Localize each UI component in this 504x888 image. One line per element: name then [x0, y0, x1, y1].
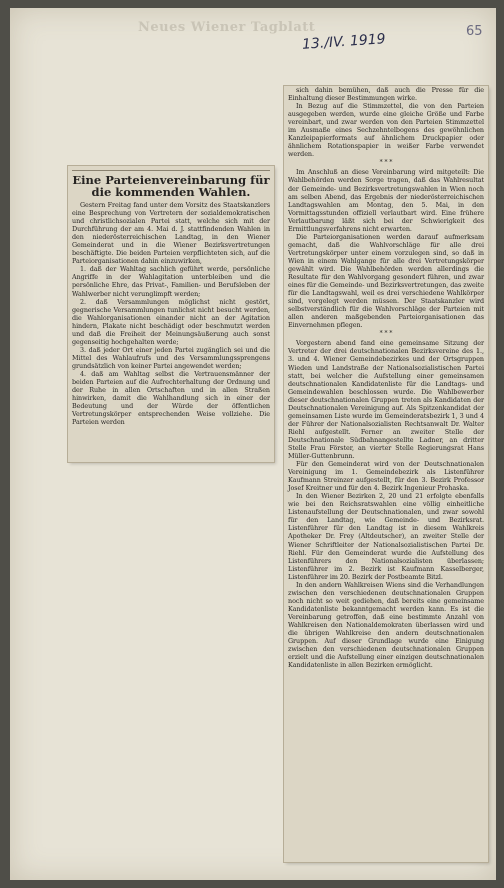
- article-paragraph: 3. daß jeder Ort einer jeden Partei zugänglich sei und die Mittel des Wahlaufrufs und des Versammlungssprengens grundsätzlich von keiner Partei angewendet werden;: [72, 345, 270, 370]
- article-paragraph: Gestern Freitag fand unter dem Vorsitz des Staatskanzlers eine Besprechung von Vertretern der sozialdemokratischen und christlichsozialen Partei statt, welche sich mit der Durchführung der am 4. Mai d. J. stattfindenden Wahlen in den niederösterreichischen Landtag, in den Wiener Gemeinderat und in die Wiener Bezirksvertretungen beschäftigte. Die beiden Parteien verpflichteten sich, auf die Parteiorganisationen dahin einzuwirken,: [72, 201, 270, 266]
- article-paragraph: In den andern Wahlkreisen Wiens sind die Verhandlungen zwischen den verschiedenen deutschnationalen Gruppen noch nicht so weit gediehen, daß bereits eine gemeinsame Kandidatenliste bekanntgemacht werden kann. Es ist die Vereinbarung getroffen, daß eine bestimmte Anzahl von Wahlkreisen den Nationaldemokraten überlassen wird und die übrigen Wahlkreise den andern deutschnationalen Gruppen. Auf dieser Grundlage wurde eine Einigung zwischen den verschiedenen deutschnationalen Gruppen erzielt und die Aufstellung einer einzigen deutschnationalen Kandidatenliste in allen Bezirken ermöglicht.: [288, 580, 484, 670]
- archive-sheet: [10, 8, 496, 880]
- clipping-right-column: [284, 86, 488, 862]
- article-paragraph: sich dahin bemühen, daß auch die Presse für die Einhaltung dieser Bestimmungen wirke.: [288, 86, 484, 103]
- page-number: 65: [466, 24, 483, 39]
- article-paragraph: Für den Gemeinderat wird von der Deutschnationalen Vereinigung im 1. Gemeindebezirk als Listenführer Kaufmann Streinzer aufgestellt, für den 3. Bezirk Professor Josef Kreitner und für den 4. Bezirk Ingenieur Prohaska.: [288, 460, 484, 493]
- article-paragraph: In den Wiener Bezirken 2, 20 und 21 erfolgte ebenfalls wie bei den Reichsratswahlen eine völlig einheitliche Listenaufstellung der Deutschnationalen, und zwar sowohl für den Landtag, wie Gemeinde- und Bezirksrat. Listenführer für den Landtag ist in diesem Wahlkreis Apotheker Dr. Frey (Altdeutscher), an zweiter Stelle der Wiener Schriftleiter der Nationalsozialistischen Partei Dr. Riehl. Für den Gemeinderat wurde die Aufstellung des Listenführers den Nationalsozialisten überlassen; Listenführer im 2. Bezirk ist Kaufmann Kasselberger, Listenführer im 20. Bezirk der Postbeamte Bitzl.: [288, 492, 484, 581]
- section-separator: * * *: [379, 159, 393, 167]
- article-paragraph: 1. daß der Wahltag sachlich geführt werde, persönliche Angriffe in der Wahlagitation unterbleiben und die persönliche Ehre, das Privat-, Familien- und Berufsleben der Wahlwerber nicht verunglimpft werden;: [72, 265, 270, 298]
- article-paragraph: Die Parteiorganisationen werden darauf aufmerksam gemacht, daß die Wahlvorschläge für alle drei Vertretungskörper unter einem vorzulegen sind, so daß in Wien in einem Wahlgange für alle drei Vertretungskörper gewählt wird. Die Wahlbehörden werden allerdings die Resultate für den Wahlvorgang gesondert führen, und zwar eines für die Gemeinde- und Bezirksvertretungen, das zweite für die Landtagswahl, weil es drei verschiedene Wahlkörper sind, vorgelegt werden müssen. Der Staatskanzler wird selbstverständlich für die Wahlvorschläge der Parteien mit allen anderen maßgebenden Parteiorganisationen das Einvernehmen pflegen.: [288, 232, 484, 330]
- clipping-left-column: [68, 166, 274, 462]
- article-paragraph: 2. daß Versammlungen möglichst nicht gestört, gegnerische Versammlungen tunlichst nicht besucht werden, die Wahlorganisationen einander nicht an der Agitation hindern, Plakate nicht beschädigt oder beschmutzt werden und daß die Freiheit der Meinungsäußerung auch sonst gegenseitig hochgehalten werde;: [72, 297, 270, 346]
- section-separator: * * *: [379, 330, 393, 338]
- article-title: Eine Parteienvereinbarung für die kommenden Wahlen.: [72, 170, 270, 198]
- handwritten-date: 13./IV. 1919: [301, 31, 387, 53]
- article-paragraph: Im Anschluß an diese Vereinbarung wird mitgeteilt: Die Wahlbehörden werden Sorge tragen, daß das Wahlresultat der Gemeinde- und Bezirksvertretungswahlen in Wien noch am selben Abend, das Ergebnis der niederösterreichischen Landtagswahlen am Montag, den 5. Mai, in den Vormittagsstunden offiziell verlautbart wird. Eine frühere Verlautbarung läßt sich bei der Schwierigkeit des Ermittlungsverfahrens nicht erwarten.: [288, 168, 484, 233]
- newspaper-masthead: Neues Wiener Tagblatt: [138, 20, 316, 35]
- article-paragraph: 4. daß am Wahltag selbst die Vertrauensmänner der beiden Parteien auf die Aufrechterhaltung der Ordnung und der Ruhe in allen Ortschaften und in allen Straßen hinwirken, damit die Wahlhandlung sich in einer der Bedeutung und der Würde der öffentlichen Vertretungskörper entsprechenden Weise vollziehe. Die Parteien werden: [72, 369, 270, 427]
- article-paragraph: In Bezug auf die Stimmzettel, die von den Parteien ausgegeben werden, wurde eine gleiche Größe und Farbe vereinbart, und zwar werden von den Parteien Stimmzettel im Ausmaße eines Sechzehntelbogens des gewöhnlichen Kanzleipapierformats auf ähnlichem Druckpapier oder ähnlichem Rotationspapier in weißer Farbe verwendet werden.: [288, 102, 484, 159]
- article-paragraph: Vorgestern abend fand eine gemeinsame Sitzung der Vertreter der drei deutschnationalen Bezirksvereine des 1., 3. und 4. Wiener Gemeindebezirkes und der Ortsgruppen Wieden und Landstraße der Nationalsozialistischen Partei statt, bei welcher die Aufstellung einer gemeinsamen deutschnationalen Kandidatenliste für die Landtags- und Gemeindewahlen beschlossen wurde. Die Wahlbewerber dieser deutschnationalen Gruppen treten als Kandidaten der Deutschnationalen Vereinigung auf. Als Spitzenkandidat der gemeinsamen Liste wurde im Gemeinderatsbezirk 1, 3 und 4 der Führer der Nationalsozialisten Rechtsanwalt Dr. Walter Riehl aufgestellt. Ferner an zweiter Stelle der Deutschnationale Südbahnangestellte Ladner, an dritter Stelle Frau Förster, an vierter Stelle Regierungsrat Hans Müller-Guttenbrunn.: [288, 339, 484, 461]
